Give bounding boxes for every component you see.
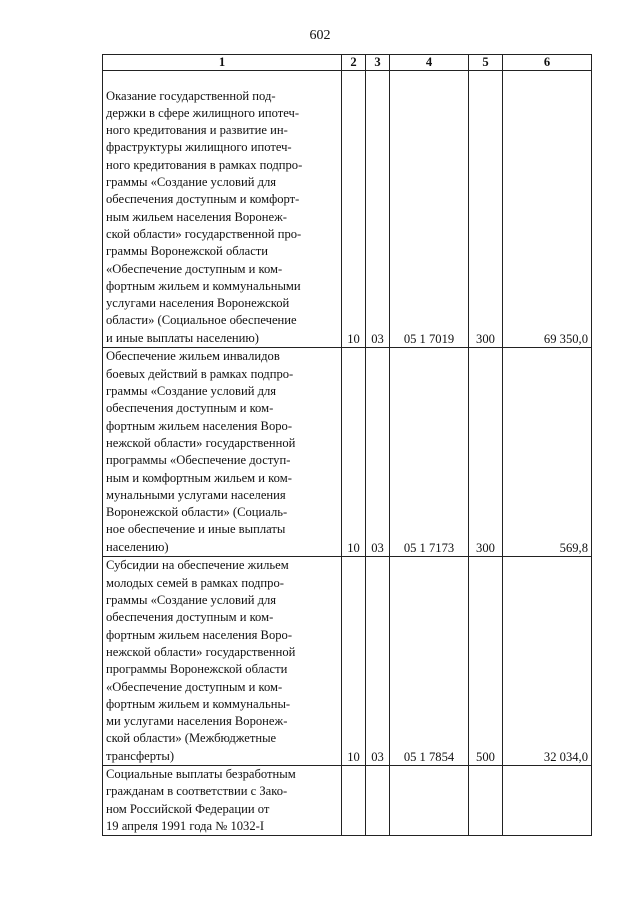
- expense-type-code: 500: [469, 557, 503, 766]
- amount: 569,8: [503, 348, 592, 557]
- description-line: трансферты): [106, 748, 175, 763]
- subsection-code: 03: [366, 348, 390, 557]
- description-line: фортным жильем и коммунальными: [106, 278, 301, 293]
- description-line: граммы «Создание условий для: [106, 384, 277, 399]
- description-line: фортным жильем и коммунальны-: [106, 696, 291, 711]
- description-line: нежской области» государственной: [106, 644, 296, 659]
- subsection-code: 03: [366, 557, 390, 766]
- target-article-code: 05 1 7173: [390, 348, 469, 557]
- description-line: ми услугами населения Воронеж-: [106, 714, 288, 729]
- description-line: боевых действий в рамках подпро-: [106, 366, 294, 381]
- amount: [503, 766, 592, 836]
- target-article-code: [390, 766, 469, 836]
- header-col-6: 6: [503, 55, 592, 71]
- subsection-code: [366, 766, 390, 836]
- description-line: области» (Социальное обеспечение: [106, 313, 297, 328]
- expense-type-code: 300: [469, 348, 503, 557]
- amount: 69 350,0: [503, 71, 592, 348]
- description-line: Социальные выплаты безработным: [106, 767, 296, 781]
- header-col-2: 2: [342, 55, 366, 71]
- description-line: Субсидии на обеспечение жильем: [106, 558, 289, 573]
- description-line: фортным жильем населения Воро-: [106, 418, 293, 433]
- description-line: ного кредитования в рамках подпро-: [106, 157, 303, 172]
- header-col-3: 3: [366, 55, 390, 71]
- budget-table: [102, 54, 592, 836]
- description-line: фраструктуры жилищного ипотеч-: [106, 140, 292, 155]
- description-line: обеспечения доступным и ком-: [106, 401, 274, 416]
- description-line: гражданам в соответствии с Зако-: [106, 784, 288, 799]
- description-line: обеспечения доступным и комфорт-: [106, 192, 300, 207]
- table-row: [103, 557, 592, 766]
- header-col-5: 5: [469, 55, 503, 71]
- description-line: ного кредитования и развитие ин-: [106, 123, 288, 138]
- description-line: граммы «Создание условий для: [106, 593, 277, 608]
- header-row: [103, 55, 592, 71]
- table-row: [103, 348, 592, 557]
- description-line: держки в сфере жилищного ипотеч-: [106, 105, 300, 120]
- row-description: [103, 348, 342, 557]
- description-line: программы «Обеспечение доступ-: [106, 453, 291, 468]
- description-line: ном Российской Федерации от: [106, 801, 270, 816]
- description-line: Воронежской области» (Социаль-: [106, 505, 288, 520]
- amount: 32 034,0: [503, 557, 592, 766]
- description-line: ным жильем населения Воронеж-: [106, 209, 287, 224]
- description-line: мунальными услугами населения: [106, 487, 286, 502]
- header-col-1: 1: [103, 55, 342, 71]
- section-code: 10: [342, 557, 366, 766]
- section-code: [342, 766, 366, 836]
- description-line: ное обеспечение и иные выплаты: [106, 522, 286, 537]
- description-line: программы Воронежской области: [106, 662, 288, 677]
- table-row: [103, 71, 592, 348]
- expense-type-code: [469, 766, 503, 836]
- expense-type-code: 300: [469, 71, 503, 348]
- page-number: 602: [309, 28, 331, 43]
- description-line: нежской области» государственной: [106, 435, 296, 450]
- header-col-4: 4: [390, 55, 469, 71]
- description-line: и иные выплаты населению): [106, 330, 259, 345]
- row-description: [103, 71, 342, 348]
- description-line: ным и комфортным жильем и ком-: [106, 470, 292, 485]
- description-line: ской области» государственной про-: [106, 226, 302, 241]
- table-row: [103, 766, 592, 836]
- description-line: услугами населения Воронежской: [106, 296, 290, 311]
- description-line: обеспечения доступным и ком-: [106, 610, 274, 625]
- row-description: [103, 766, 342, 836]
- description-line: граммы «Создание условий для: [106, 175, 277, 190]
- description-line: фортным жильем населения Воро-: [106, 627, 293, 642]
- description-line: «Обеспечение доступным и ком-: [106, 679, 283, 694]
- description-line: «Обеспечение доступным и ком-: [106, 261, 283, 276]
- description-line: граммы Воронежской области: [106, 244, 269, 259]
- description-line: населению): [106, 539, 169, 554]
- subsection-code: 03: [366, 71, 390, 348]
- description-line: Обеспечение жильем инвалидов: [106, 349, 280, 364]
- target-article-code: 05 1 7854: [390, 557, 469, 766]
- row-description: [103, 557, 342, 766]
- description-line: ской области» (Межбюджетные: [106, 731, 277, 746]
- target-article-code: 05 1 7019: [390, 71, 469, 348]
- section-code: 10: [342, 71, 366, 348]
- description-line: 19 апреля 1991 года № 1032-I: [106, 818, 265, 833]
- section-code: 10: [342, 348, 366, 557]
- description-line: Оказание государственной под-: [106, 88, 276, 103]
- description-line: молодых семей в рамках подпро-: [106, 575, 284, 590]
